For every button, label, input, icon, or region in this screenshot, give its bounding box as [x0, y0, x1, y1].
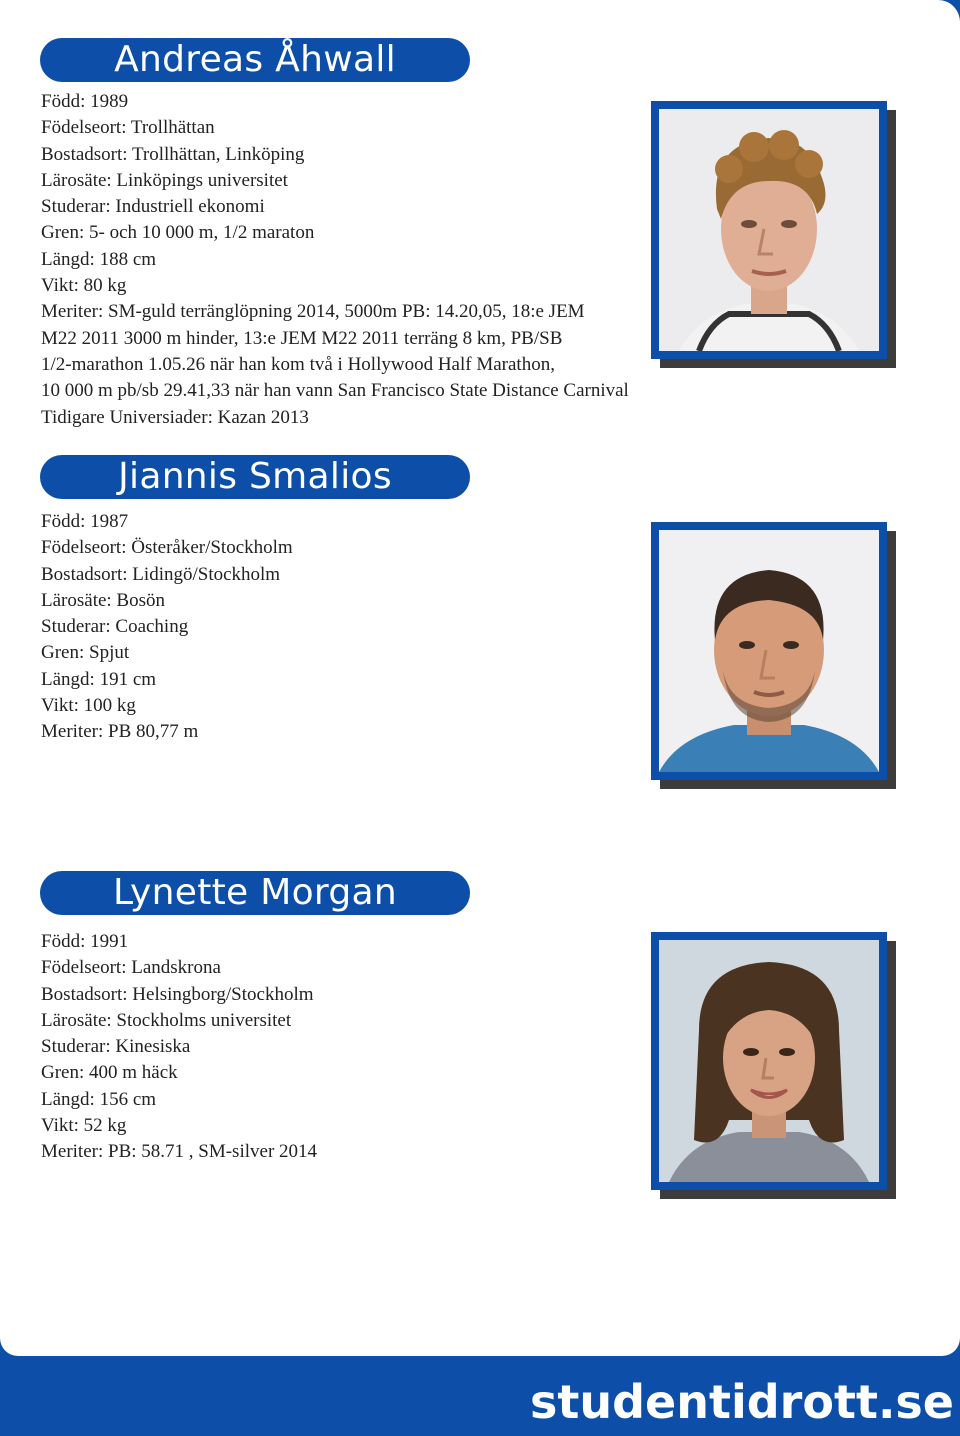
event: Gren: 5- och 10 000 m, 1/2 maraton: [41, 222, 315, 244]
portrait-man-curly-hair: [659, 109, 879, 351]
athlete-name-banner-1: Andreas Åhwall: [40, 38, 470, 82]
studies: Studerar: Coaching: [41, 616, 189, 638]
footer-brand: studentidrott.se: [530, 1375, 954, 1429]
height: Längd: 191 cm: [41, 668, 157, 690]
birthplace: Födelseort: Trollhättan: [41, 117, 215, 139]
residence: Bostadsort: Lidingö/Stockholm: [41, 563, 281, 585]
athlete-name-banner-2: Jiannis Smalios: [40, 455, 470, 499]
merits-line: 1/2-marathon 1.05.26 när han kom två i Hollywood Half Marathon,: [41, 353, 555, 375]
athlete-name-banner-3: Lynette Morgan: [40, 871, 470, 915]
athlete-info-1: [41, 89, 681, 431]
school: Lärosäte: Bosön: [41, 589, 166, 611]
event: Gren: Spjut: [41, 642, 130, 664]
height: Längd: 156 cm: [41, 1088, 157, 1110]
school: Lärosäte: Linköpings universitet: [41, 169, 288, 191]
portrait-man-short-hair: [659, 530, 879, 772]
studies: Studerar: Industriell ekonomi: [41, 196, 265, 218]
residence: Bostadsort: Trollhättan, Linköping: [41, 143, 305, 165]
height: Längd: 188 cm: [41, 248, 157, 270]
event: Gren: 400 m häck: [41, 1062, 178, 1084]
athlete-photo-1: [651, 101, 887, 359]
birthplace: Födelseort: Österåker/Stockholm: [41, 537, 293, 559]
merits-line: 10 000 m pb/sb 29.41,33 när han vann San Francisco State Distance Carnival: [41, 380, 629, 402]
athlete-info-2: [41, 509, 681, 746]
born: Född: 1989: [41, 91, 129, 112]
born: Född: 1991: [41, 931, 129, 952]
merits-line: Meriter: SM-guld terränglöpning 2014, 5000m PB: 14.20,05, 18:e JEM: [41, 301, 585, 323]
athlete-photo-2: [651, 522, 887, 780]
athlete-info-3: [41, 929, 681, 1166]
page-corner: [920, 0, 960, 40]
weight: Vikt: 100 kg: [41, 695, 136, 717]
previous-universiades: Tidigare Universiader: Kazan 2013: [41, 406, 309, 428]
school: Lärosäte: Stockholms universitet: [41, 1009, 292, 1031]
merits-line: M22 2011 3000 m hinder, 13:e JEM M22 2011 terräng 8 km, PB/SB: [41, 327, 563, 349]
weight: Vikt: 80 kg: [41, 275, 127, 297]
birthplace: Födelseort: Landskrona: [41, 957, 221, 979]
residence: Bostadsort: Helsingborg/Stockholm: [41, 983, 314, 1005]
merits: Meriter: PB: 58.71 , SM-silver 2014: [41, 1141, 318, 1163]
athlete-photo-3: [651, 932, 887, 1190]
portrait-woman-curly-hair: [659, 940, 879, 1182]
born: Född: 1987: [41, 511, 129, 532]
weight: Vikt: 52 kg: [41, 1115, 127, 1137]
merits: Meriter: PB 80,77 m: [41, 721, 199, 743]
studies: Studerar: Kinesiska: [41, 1036, 191, 1058]
